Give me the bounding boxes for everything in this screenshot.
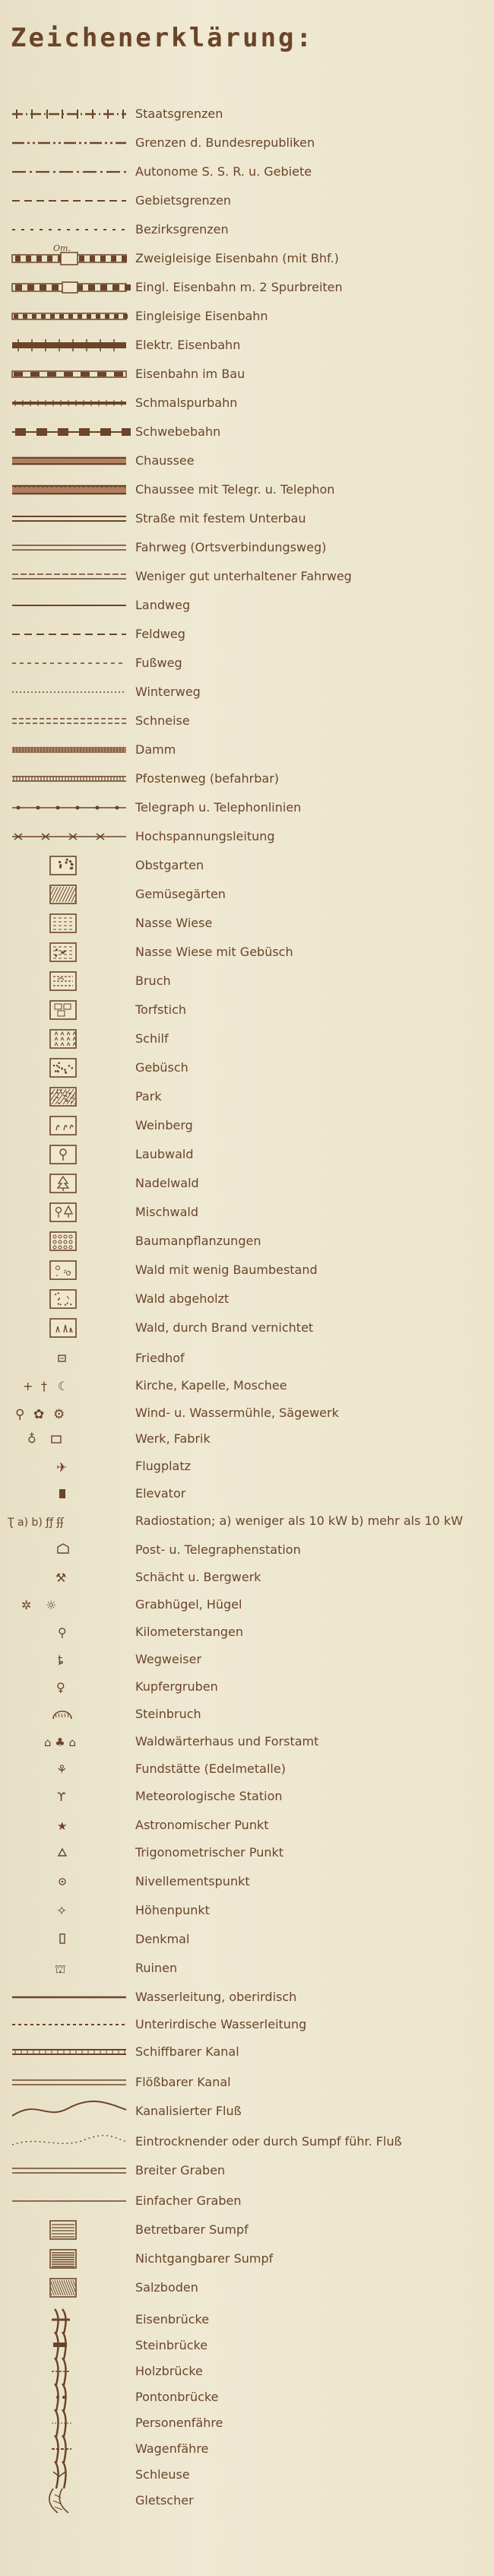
legend-entry bbox=[0, 1372, 494, 1399]
pt-ruins-icon bbox=[8, 1955, 131, 1982]
pt-mine-icon bbox=[8, 1564, 131, 1591]
legend-label: Eingleisige Eisenbahn bbox=[135, 309, 268, 323]
legend-label: Nasse Wiese mit Gebüsch bbox=[135, 945, 293, 959]
legend-label: Schmalspurbahn bbox=[135, 395, 238, 410]
svg-text:⛫: ⛫ bbox=[55, 1961, 66, 1976]
legend-entry bbox=[0, 1507, 494, 1535]
legend-entry bbox=[0, 1728, 494, 1755]
bridge-iron-icon bbox=[8, 2306, 131, 2333]
legend-label: Obstgarten bbox=[135, 858, 204, 872]
legend-label: Feldweg bbox=[135, 627, 185, 641]
legend-label: Schilf bbox=[135, 1031, 169, 1046]
pt-airfield-icon bbox=[8, 1453, 131, 1480]
rail-two-gauge-icon bbox=[8, 274, 131, 301]
area-plantation-icon bbox=[8, 1228, 131, 1255]
svg-text:⌂ ♣ ⌂: ⌂ ♣ ⌂ bbox=[44, 1736, 77, 1749]
legend-label: Winterweg bbox=[135, 684, 201, 699]
legend-label: Autonome S. S. R. u. Gebiete bbox=[135, 164, 312, 179]
legend-label: Weinberg bbox=[135, 1118, 193, 1132]
svg-text:♀: ♀ bbox=[56, 1680, 65, 1695]
legend-label: Steinbrücke bbox=[135, 2338, 208, 2352]
legend-label: Bruch bbox=[135, 974, 171, 988]
legend-entry bbox=[0, 823, 494, 850]
legend-entry bbox=[0, 2157, 494, 2184]
power-line-icon bbox=[8, 823, 131, 850]
legend-label: Fußweg bbox=[135, 656, 182, 670]
legend-label: Flößbarer Kanal bbox=[135, 2075, 231, 2089]
pt-cemetery-icon bbox=[8, 1345, 131, 1372]
legend-entry bbox=[0, 2128, 494, 2155]
legend-label: Bezirksgrenzen bbox=[135, 222, 229, 237]
legend-label: Kupfergruben bbox=[135, 1679, 218, 1694]
legend-label: Damm bbox=[135, 742, 176, 757]
area-park-icon bbox=[8, 1083, 131, 1110]
bridge-stone-icon bbox=[8, 2332, 131, 2359]
canal-navigable-icon bbox=[8, 2038, 131, 2066]
bridge-wood-icon bbox=[8, 2358, 131, 2385]
legend-label: Flugplatz bbox=[135, 1459, 192, 1473]
legend-label: Telegraph u. Telephonlinien bbox=[135, 800, 302, 815]
legend-entry bbox=[0, 678, 494, 706]
svg-text:✈: ✈ bbox=[56, 1460, 68, 1475]
legend-label: Denkmal bbox=[135, 1932, 190, 1946]
legend-entry bbox=[0, 187, 494, 214]
road-aisle-icon bbox=[8, 707, 131, 735]
legend-entry bbox=[0, 534, 494, 561]
legend-entry bbox=[0, 852, 494, 879]
legend-entry bbox=[0, 245, 494, 272]
pt-height-icon bbox=[8, 1897, 131, 1924]
legend-label: Astronomischer Punkt bbox=[135, 1818, 269, 1832]
legend-label: Breiter Graben bbox=[135, 2163, 226, 2177]
legend-entry bbox=[0, 1984, 494, 2011]
area-burned-icon bbox=[8, 1314, 131, 1342]
legend-entry bbox=[0, 1955, 494, 1982]
pt-copper-icon bbox=[8, 1673, 131, 1701]
area-vegetable-icon bbox=[8, 881, 131, 908]
svg-text:⚙: ⚙ bbox=[53, 1407, 65, 1422]
legend-label: Torfstich bbox=[135, 1002, 187, 1017]
legend-entry bbox=[0, 1812, 494, 1839]
legend-title: Zeichenerklärung: bbox=[11, 23, 314, 53]
legend-entry bbox=[0, 1564, 494, 1591]
legend-label: Chaussee bbox=[135, 453, 195, 468]
area-conifer-icon bbox=[8, 1170, 131, 1197]
legend-entry bbox=[0, 505, 494, 532]
legend-entry bbox=[0, 765, 494, 792]
legend-entry bbox=[0, 1868, 494, 1895]
legend-entry bbox=[0, 1054, 494, 1082]
pt-find-icon bbox=[8, 1755, 131, 1783]
legend-label: Radiostation; a) weniger als 10 kW b) mehr als 10 kW bbox=[135, 1514, 464, 1528]
road-cart-poor-icon bbox=[8, 563, 131, 590]
legend-entry bbox=[0, 2358, 494, 2385]
legend-label: Eisenbrücke bbox=[135, 2312, 210, 2327]
pt-mill-icon bbox=[8, 1399, 131, 1427]
legend-label: Wind- u. Wassermühle, Sägewerk bbox=[135, 1406, 339, 1420]
legend-entry bbox=[0, 1480, 494, 1507]
legend-label: Schleuse bbox=[135, 2467, 190, 2482]
legend-entry bbox=[0, 996, 494, 1024]
pt-factory-icon bbox=[8, 1425, 131, 1453]
area-reed-icon bbox=[8, 1025, 131, 1053]
legend-entry bbox=[0, 2038, 494, 2066]
legend-entry bbox=[0, 2011, 494, 2038]
legend-label: Staatsgrenzen bbox=[135, 106, 223, 121]
dam-icon bbox=[8, 736, 131, 764]
legend-label: Eingl. Eisenbahn m. 2 Spurbreiten bbox=[135, 280, 343, 294]
legend-entry bbox=[0, 303, 494, 330]
legend-label: Gletscher bbox=[135, 2493, 194, 2508]
legend-entry bbox=[0, 2487, 494, 2514]
road-foot-icon bbox=[8, 650, 131, 677]
legend-label: Schneise bbox=[135, 713, 190, 728]
legend-label: Park bbox=[135, 1089, 162, 1104]
svg-text:✧: ✧ bbox=[56, 1904, 68, 1919]
legend-label: Trigonometrischer Punkt bbox=[135, 1845, 284, 1860]
legend-entry bbox=[0, 592, 494, 619]
legend-entry bbox=[0, 2461, 494, 2489]
road-winter-icon bbox=[8, 678, 131, 706]
water-under-icon bbox=[8, 2011, 131, 2038]
legend-entry bbox=[0, 736, 494, 764]
station-label: Om. bbox=[53, 245, 71, 253]
legend-label: Baumanpflanzungen bbox=[135, 1234, 261, 1248]
legend-label: Wagenfähre bbox=[135, 2441, 209, 2456]
legend-entry bbox=[0, 361, 494, 388]
legend-label: Hochspannungsleitung bbox=[135, 829, 275, 843]
svg-text:†: † bbox=[41, 1379, 47, 1393]
rail-suspension-icon bbox=[8, 418, 131, 446]
area-bruch-icon bbox=[8, 967, 131, 995]
ferry-person-icon bbox=[8, 2409, 131, 2437]
area-sparse-icon bbox=[8, 1256, 131, 1284]
legend-entry bbox=[0, 1673, 494, 1701]
legend-label: Wegweiser bbox=[135, 1652, 202, 1666]
legend-entry bbox=[0, 1618, 494, 1646]
legend-entry bbox=[0, 1646, 494, 1673]
area-cleared-icon bbox=[8, 1285, 131, 1313]
river-drying-icon bbox=[8, 2128, 131, 2155]
svg-text:⚲: ⚲ bbox=[58, 1625, 67, 1640]
pt-church-icon bbox=[8, 1372, 131, 1399]
legend-label: Landweg bbox=[135, 598, 191, 612]
legend-entry bbox=[0, 129, 494, 157]
legend-entry bbox=[0, 650, 494, 677]
legend-label: Unterirdische Wasserleitung bbox=[135, 2017, 307, 2031]
pt-quarry-icon bbox=[8, 1701, 131, 1728]
legend-label: Fundstätte (Edelmetalle) bbox=[135, 1761, 286, 1776]
legend-entry bbox=[0, 1839, 494, 1866]
legend-entry bbox=[0, 1425, 494, 1453]
svg-text:⚲: ⚲ bbox=[15, 1407, 25, 1422]
legend-label: Gebietsgrenzen bbox=[135, 193, 232, 208]
legend-label: Schächt u. Bergwerk bbox=[135, 1570, 261, 1584]
legend-label: Wasserleitung, oberirdisch bbox=[135, 1990, 297, 2004]
legend-entry bbox=[0, 476, 494, 503]
area-wet-meadow-bush-icon bbox=[8, 939, 131, 966]
legend-label: Steinbruch bbox=[135, 1707, 201, 1721]
legend-label: Nasse Wiese bbox=[135, 916, 213, 930]
legend-label: Schiffbarer Kanal bbox=[135, 2044, 239, 2059]
legend-entry bbox=[0, 1399, 494, 1427]
road-country-icon bbox=[8, 592, 131, 619]
legend-label: Zweigleisige Eisenbahn (mit Bhf.) bbox=[135, 251, 339, 265]
legend-entry bbox=[0, 2069, 494, 2096]
legend-label: Schwebebahn bbox=[135, 424, 221, 439]
legend-label: Wald abgeholzt bbox=[135, 1291, 230, 1306]
legend-label: Personenfähre bbox=[135, 2416, 223, 2430]
ditch-simple-icon bbox=[8, 2187, 131, 2215]
legend-label: Salzboden bbox=[135, 2280, 198, 2295]
legend-entry bbox=[0, 1783, 494, 1810]
area-wet-meadow-icon bbox=[8, 910, 131, 937]
pt-elevator-icon bbox=[8, 1480, 131, 1507]
pt-forester-icon bbox=[8, 1728, 131, 1755]
river-canalized-icon bbox=[8, 2098, 131, 2125]
rail-narrow-icon bbox=[8, 389, 131, 417]
legend-entry bbox=[0, 447, 494, 475]
legend-label: Nivellementspunkt bbox=[135, 1874, 250, 1888]
legend-label: Eisenbahn im Bau bbox=[135, 367, 245, 381]
svg-text:ȶ: ȶ bbox=[58, 1653, 64, 1667]
legend-entry bbox=[0, 1083, 494, 1110]
legend-entry bbox=[0, 1112, 494, 1139]
water-above-icon bbox=[8, 1984, 131, 2011]
border-staat-icon bbox=[8, 100, 131, 128]
legend-entry bbox=[0, 967, 494, 995]
legend-entry bbox=[0, 1170, 494, 1197]
legend-label: Waldwärterhaus und Forstamt bbox=[135, 1734, 319, 1749]
legend-entry bbox=[0, 1345, 494, 1372]
legend-label: Gebüsch bbox=[135, 1060, 188, 1075]
legend-entry bbox=[0, 2187, 494, 2215]
legend-entry bbox=[0, 2306, 494, 2333]
legend-entry bbox=[0, 100, 494, 128]
legend-entry bbox=[0, 1141, 494, 1168]
legend-label: Wald, durch Brand vernichtet bbox=[135, 1320, 314, 1335]
legend-entry bbox=[0, 2409, 494, 2437]
ditch-wide-icon bbox=[8, 2157, 131, 2184]
ferry-wagon-icon bbox=[8, 2435, 131, 2463]
rail-double-icon bbox=[8, 245, 131, 272]
svg-text:+: + bbox=[23, 1379, 33, 1393]
legend-entry bbox=[0, 2274, 494, 2301]
legend-label: Nadelwald bbox=[135, 1176, 199, 1190]
legend-entry bbox=[0, 1285, 494, 1313]
legend-entry bbox=[0, 1256, 494, 1284]
legend-label: Pfostenweg (befahrbar) bbox=[135, 771, 280, 786]
legend-label: Friedhof bbox=[135, 1351, 185, 1365]
legend-entry bbox=[0, 563, 494, 590]
pt-radio-icon bbox=[8, 1507, 131, 1535]
legend-label: Elevator bbox=[135, 1486, 186, 1501]
rail-construction-icon bbox=[8, 361, 131, 388]
legend-entry bbox=[0, 910, 494, 937]
legend-label: Grenzen d. Bundesrepubliken bbox=[135, 135, 315, 150]
legend-label: Meteorologische Station bbox=[135, 1789, 283, 1803]
legend-label: Straße mit festem Unterbau bbox=[135, 511, 306, 526]
border-autonom-icon bbox=[8, 158, 131, 186]
pt-meteo-icon bbox=[8, 1783, 131, 1810]
legend-label: Kirche, Kapelle, Moschee bbox=[135, 1378, 287, 1393]
legend-entry bbox=[0, 1453, 494, 1480]
svg-text:✲: ✲ bbox=[21, 1598, 32, 1612]
swamp-passable-icon bbox=[8, 2216, 131, 2244]
legend-label: Ruinen bbox=[135, 1961, 178, 1975]
telegraph-icon bbox=[8, 794, 131, 821]
pt-signpost-icon bbox=[8, 1646, 131, 1673]
swamp-impassable-icon bbox=[8, 2245, 131, 2273]
area-orchard-icon bbox=[8, 852, 131, 879]
svg-text:✿: ✿ bbox=[33, 1407, 45, 1422]
svg-text:ϒ: ϒ bbox=[57, 1790, 66, 1804]
border-bezirk-icon bbox=[8, 216, 131, 243]
svg-text:☼: ☼ bbox=[46, 1598, 57, 1612]
road-field-icon bbox=[8, 621, 131, 648]
legend-entry bbox=[0, 389, 494, 417]
legend-entry bbox=[0, 332, 494, 359]
legend-entry bbox=[0, 2384, 494, 2411]
bridge-pontoon-icon bbox=[8, 2384, 131, 2411]
svg-text:♁: ♁ bbox=[27, 1431, 36, 1446]
road-chaussee-icon bbox=[8, 447, 131, 475]
legend-entry bbox=[0, 158, 494, 186]
legend-entry bbox=[0, 2216, 494, 2244]
legend-entry bbox=[0, 1199, 494, 1226]
legend-entry bbox=[0, 794, 494, 821]
area-vineyard-icon bbox=[8, 1112, 131, 1139]
legend-label: Post- u. Telegraphenstation bbox=[135, 1542, 301, 1557]
legend-entry bbox=[0, 2245, 494, 2273]
legend-entry bbox=[0, 1755, 494, 1783]
legend-entry bbox=[0, 881, 494, 908]
legend-entry bbox=[0, 2435, 494, 2463]
pt-km-icon bbox=[8, 1618, 131, 1646]
legend-entry bbox=[0, 1701, 494, 1728]
border-gebiet-icon bbox=[8, 187, 131, 214]
legend-entry bbox=[0, 707, 494, 735]
area-peat-icon bbox=[8, 996, 131, 1024]
legend-label: Elektr. Eisenbahn bbox=[135, 338, 241, 352]
legend-label: Grabhügel, Hügel bbox=[135, 1597, 242, 1612]
legend-label: Wald mit wenig Baumbestand bbox=[135, 1263, 318, 1277]
legend-label: Kilometerstangen bbox=[135, 1625, 243, 1639]
legend-entry bbox=[0, 1025, 494, 1053]
legend-entry bbox=[0, 2332, 494, 2359]
legend-label: Nichtgangbarer Sumpf bbox=[135, 2251, 274, 2266]
road-firm-icon bbox=[8, 505, 131, 532]
canal-raft-icon bbox=[8, 2069, 131, 2096]
legend-entry bbox=[0, 1314, 494, 1342]
svg-text:★: ★ bbox=[57, 1819, 68, 1833]
svg-text:☾: ☾ bbox=[58, 1379, 69, 1393]
area-mixed-icon bbox=[8, 1199, 131, 1226]
border-bund-icon bbox=[8, 129, 131, 157]
legend-label: Einfacher Graben bbox=[135, 2193, 242, 2208]
legend-entry bbox=[0, 621, 494, 648]
pt-astro-icon bbox=[8, 1812, 131, 1839]
legend-label: Pontonbrücke bbox=[135, 2390, 219, 2404]
glacier-icon bbox=[8, 2487, 131, 2514]
rail-single-icon bbox=[8, 303, 131, 330]
road-post-icon bbox=[8, 765, 131, 792]
legend-entry bbox=[0, 216, 494, 243]
legend-entry bbox=[0, 1536, 494, 1564]
rail-electric-icon bbox=[8, 332, 131, 359]
pt-tumulus-icon bbox=[8, 1591, 131, 1618]
legend-label: Eintrocknender oder durch Sumpf führ. Fluß bbox=[135, 2134, 402, 2149]
salt-ground-icon bbox=[8, 2274, 131, 2301]
radio-symbol-text: Ʈ a) b) ƒƒ ʄʄ bbox=[8, 1517, 65, 1529]
svg-text:⚘: ⚘ bbox=[56, 1762, 68, 1777]
area-deciduous-icon bbox=[8, 1141, 131, 1168]
legend-entry bbox=[0, 2098, 494, 2125]
legend-label: Laubwald bbox=[135, 1147, 194, 1161]
legend-label: Gemüsegärten bbox=[135, 887, 226, 901]
lock-icon bbox=[8, 2461, 131, 2489]
area-bush-icon bbox=[8, 1054, 131, 1082]
legend-entry bbox=[0, 939, 494, 966]
road-cart-icon bbox=[8, 534, 131, 561]
legend-label: Chaussee mit Telegr. u. Telephon bbox=[135, 482, 335, 497]
legend-entry bbox=[0, 1228, 494, 1255]
pt-post-icon bbox=[8, 1536, 131, 1564]
legend-label: Betretbarer Sumpf bbox=[135, 2222, 249, 2237]
legend-label: Höhenpunkt bbox=[135, 1903, 210, 1917]
legend-entry bbox=[0, 1897, 494, 1924]
legend-label: Mischwald bbox=[135, 1205, 199, 1219]
legend-label: Fahrweg (Ortsverbindungsweg) bbox=[135, 540, 327, 554]
pt-trig-icon bbox=[8, 1839, 131, 1866]
svg-text:⚒: ⚒ bbox=[55, 1571, 67, 1585]
legend-entry bbox=[0, 418, 494, 446]
road-chaussee-tel-icon bbox=[8, 476, 131, 503]
pt-level-icon bbox=[8, 1868, 131, 1895]
legend-entry bbox=[0, 274, 494, 301]
pt-monument-icon bbox=[8, 1926, 131, 1953]
legend-label: Kanalisierter Fluß bbox=[135, 2104, 242, 2118]
legend-entry bbox=[0, 1591, 494, 1618]
legend-label: Holzbrücke bbox=[135, 2364, 203, 2378]
legend-label: Weniger gut unterhaltener Fahrweg bbox=[135, 569, 352, 583]
legend-label: Werk, Fabrik bbox=[135, 1431, 211, 1446]
legend-entry bbox=[0, 1926, 494, 1953]
